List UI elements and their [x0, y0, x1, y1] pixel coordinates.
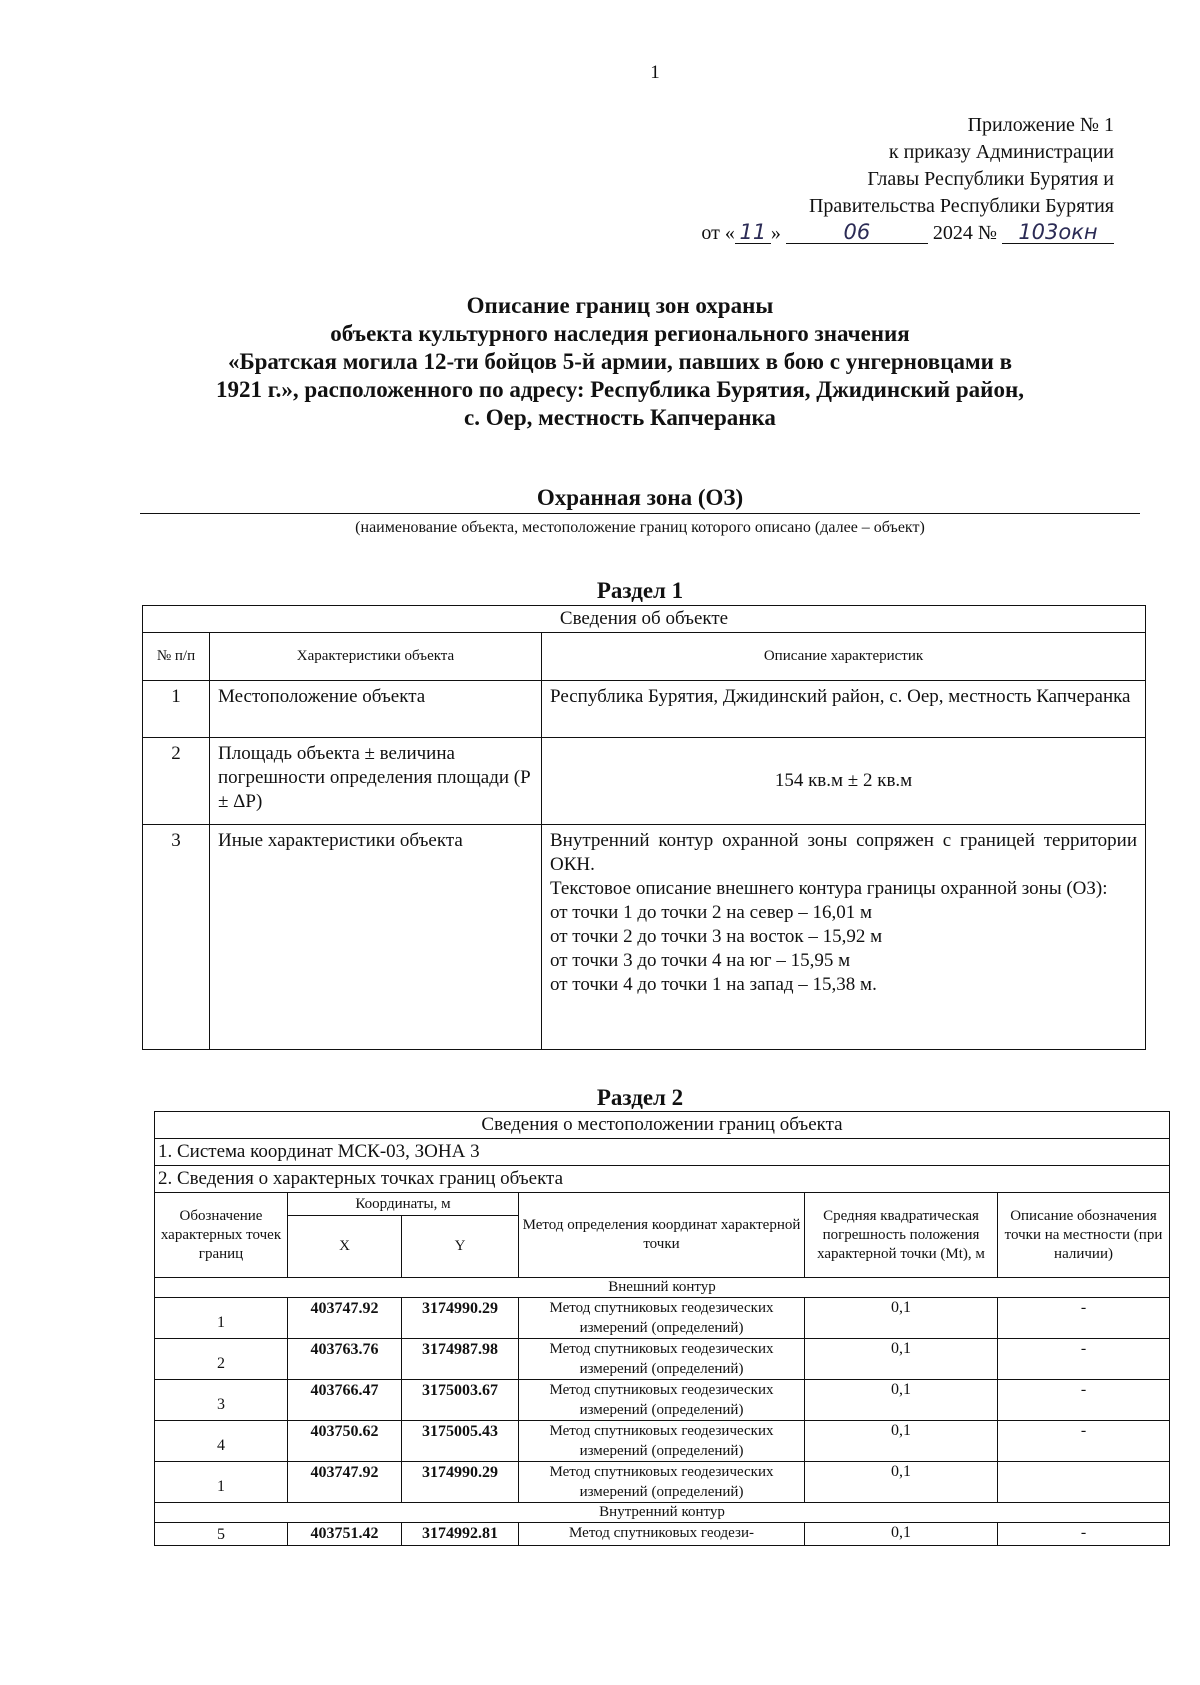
- page-number: 1: [650, 62, 660, 83]
- table-row: [155, 1139, 1170, 1166]
- point-id: 1: [155, 1298, 288, 1339]
- point-desc: -: [998, 1380, 1170, 1421]
- point-y: 3174987.98: [402, 1339, 519, 1380]
- point-desc: [998, 1462, 1170, 1503]
- value-line: от точки 1 до точки 2 на север – 16,01 м: [550, 902, 873, 923]
- title-line: Описание границ зон охраны: [466, 293, 774, 318]
- order-date-line: [654, 220, 1114, 247]
- value-line: Текстовое описание внешнего контура границы охранной зоны (ОЗ):: [550, 878, 1108, 899]
- table-row: [155, 1112, 1170, 1139]
- title-line: 1921 г.», расположенного по адресу: Республика Бурятия, Джидинский район,: [216, 377, 1024, 402]
- point-y: 3174992.81: [402, 1523, 519, 1546]
- boundary-points-table: [154, 1111, 1170, 1546]
- value-line: от точки 4 до точки 1 на запад – 15,38 м.: [550, 974, 877, 995]
- section1-heading: Раздел 1: [596, 578, 684, 603]
- point-desc: -: [998, 1298, 1170, 1339]
- appendix-line: Приложение № 1: [967, 114, 1114, 136]
- coordinate-system: 1. Система координат МСК-03, ЗОНА 3: [155, 1139, 1170, 1166]
- point-mt: 0,1: [805, 1462, 998, 1503]
- row-value: 154 кв.м ± 2 кв.м: [542, 738, 1146, 825]
- row-name: Площадь объекта ± величина погрешности определения площади (Р ± ΔР): [210, 738, 542, 825]
- point-method: Метод спутниковых геодезических измерений (определений): [519, 1462, 805, 1503]
- point-id: 3: [155, 1380, 288, 1421]
- zone-underline: [140, 513, 1140, 514]
- col-header-method: Метод определения координат характерной точки: [519, 1193, 805, 1278]
- point-desc: -: [998, 1339, 1170, 1380]
- point-desc: -: [998, 1421, 1170, 1462]
- point-method: Метод спутниковых геодезических измерений (определений): [519, 1421, 805, 1462]
- table-row: [155, 1380, 1170, 1421]
- handwritten-month: 06: [786, 221, 928, 244]
- point-id: 5: [155, 1523, 288, 1546]
- outer-contour-label: Внешний контур: [155, 1278, 1170, 1298]
- row-num: 3: [143, 825, 210, 1050]
- point-mt: 0,1: [805, 1523, 998, 1546]
- col-header-mt: Средняя квадратическая погрешность положения характерной точки (Mt), м: [805, 1193, 998, 1278]
- handwritten-day: 11: [735, 221, 771, 244]
- point-x: 403763.76: [288, 1339, 402, 1380]
- zone-title: Охранная зона (ОЗ): [536, 485, 744, 510]
- date-mid: »: [770, 222, 781, 244]
- title-line: объекта культурного наследия регионального значения: [330, 321, 910, 346]
- point-x: 403766.47: [288, 1380, 402, 1421]
- point-method: Метод спутниковых геодези-: [519, 1523, 805, 1546]
- table-row: [155, 1421, 1170, 1462]
- section2-heading: Раздел 2: [596, 1085, 684, 1110]
- table-row: [155, 1298, 1170, 1339]
- document-title: [120, 292, 1120, 432]
- table-row: [155, 1462, 1170, 1503]
- col-header-coords: Координаты, м: [288, 1193, 519, 1216]
- appendix-line: к приказу Администрации: [888, 141, 1114, 163]
- point-mt: 0,1: [805, 1298, 998, 1339]
- point-desc: -: [998, 1523, 1170, 1546]
- zone-caption: (наименование объекта, местоположение границ которого описано (далее – объект): [355, 519, 925, 536]
- point-x: 403747.92: [288, 1462, 402, 1503]
- point-x: 403747.92: [288, 1298, 402, 1339]
- title-line: с. Оер, местность Капчеранка: [464, 405, 776, 430]
- point-mt: 0,1: [805, 1421, 998, 1462]
- point-y: 3175003.67: [402, 1380, 519, 1421]
- appendix-block: [654, 112, 1114, 247]
- point-id: 2: [155, 1339, 288, 1380]
- table-row: [143, 606, 1146, 633]
- row-value: Республика Бурятия, Джидинский район, с. Оер, местность Капчеранка: [542, 681, 1146, 738]
- point-method: Метод спутниковых геодезических измерений (определений): [519, 1380, 805, 1421]
- row-value: [542, 825, 1146, 1050]
- table-row: [143, 825, 1146, 1050]
- table-header-row: [143, 633, 1146, 681]
- point-mt: 0,1: [805, 1339, 998, 1380]
- table-header-row: [155, 1193, 1170, 1216]
- date-prefix: от «: [701, 222, 735, 244]
- col-header-designation: Обозначение характерных точек границ: [155, 1193, 288, 1278]
- point-method: Метод спутниковых геодезических измерений (определений): [519, 1339, 805, 1380]
- point-mt: 0,1: [805, 1380, 998, 1421]
- row-num: 2: [143, 738, 210, 825]
- table-row: [143, 738, 1146, 825]
- object-info-table: [142, 605, 1146, 1050]
- handwritten-order-number: 103окн: [1002, 221, 1114, 244]
- col-header-char: Характеристики объекта: [210, 633, 542, 681]
- value-line: Внутренний контур охранной зоны сопряжен с границей территории ОКН.: [550, 830, 1138, 875]
- appendix-line: Правительства Республики Бурятия: [808, 195, 1114, 217]
- appendix-line: Главы Республики Бурятия и: [867, 168, 1114, 190]
- point-x: 403751.42: [288, 1523, 402, 1546]
- point-y: 3174990.29: [402, 1462, 519, 1503]
- col-header-y: Y: [402, 1216, 519, 1278]
- row-num: 1: [143, 681, 210, 738]
- col-header-desc: Описание обозначения точки на местности (при наличии): [998, 1193, 1170, 1278]
- table-title: Сведения об объекте: [143, 606, 1146, 633]
- table-row: [155, 1523, 1170, 1546]
- point-method: Метод спутниковых геодезических измерений (определений): [519, 1298, 805, 1339]
- table-row: [155, 1339, 1170, 1380]
- value-line: от точки 3 до точки 4 на юг – 15,95 м: [550, 950, 851, 971]
- col-header-desc: Описание характеристик: [542, 633, 1146, 681]
- point-id: 4: [155, 1421, 288, 1462]
- inner-contour-label: Внутренний контур: [155, 1503, 1170, 1523]
- point-y: 3175005.43: [402, 1421, 519, 1462]
- table-row: [143, 681, 1146, 738]
- value-line: от точки 2 до точки 3 на восток – 15,92 м: [550, 926, 883, 947]
- title-line: «Братская могила 12-ти бойцов 5-й армии, павших в бою с унгерновцами в: [227, 349, 1013, 374]
- row-name: Иные характеристики объекта: [210, 825, 542, 1050]
- table-row: [155, 1503, 1170, 1523]
- point-id: 1: [155, 1462, 288, 1503]
- point-x: 403750.62: [288, 1421, 402, 1462]
- row-name: Местоположение объекта: [210, 681, 542, 738]
- col-header-x: X: [288, 1216, 402, 1278]
- year-label: 2024 №: [932, 222, 997, 244]
- table-title: Сведения о местоположении границ объекта: [155, 1112, 1170, 1139]
- table-row: [155, 1278, 1170, 1298]
- point-y: 3174990.29: [402, 1298, 519, 1339]
- table-row: [155, 1166, 1170, 1193]
- points-title: 2. Сведения о характерных точках границ объекта: [155, 1166, 1170, 1193]
- col-header-num: № п/п: [143, 633, 210, 681]
